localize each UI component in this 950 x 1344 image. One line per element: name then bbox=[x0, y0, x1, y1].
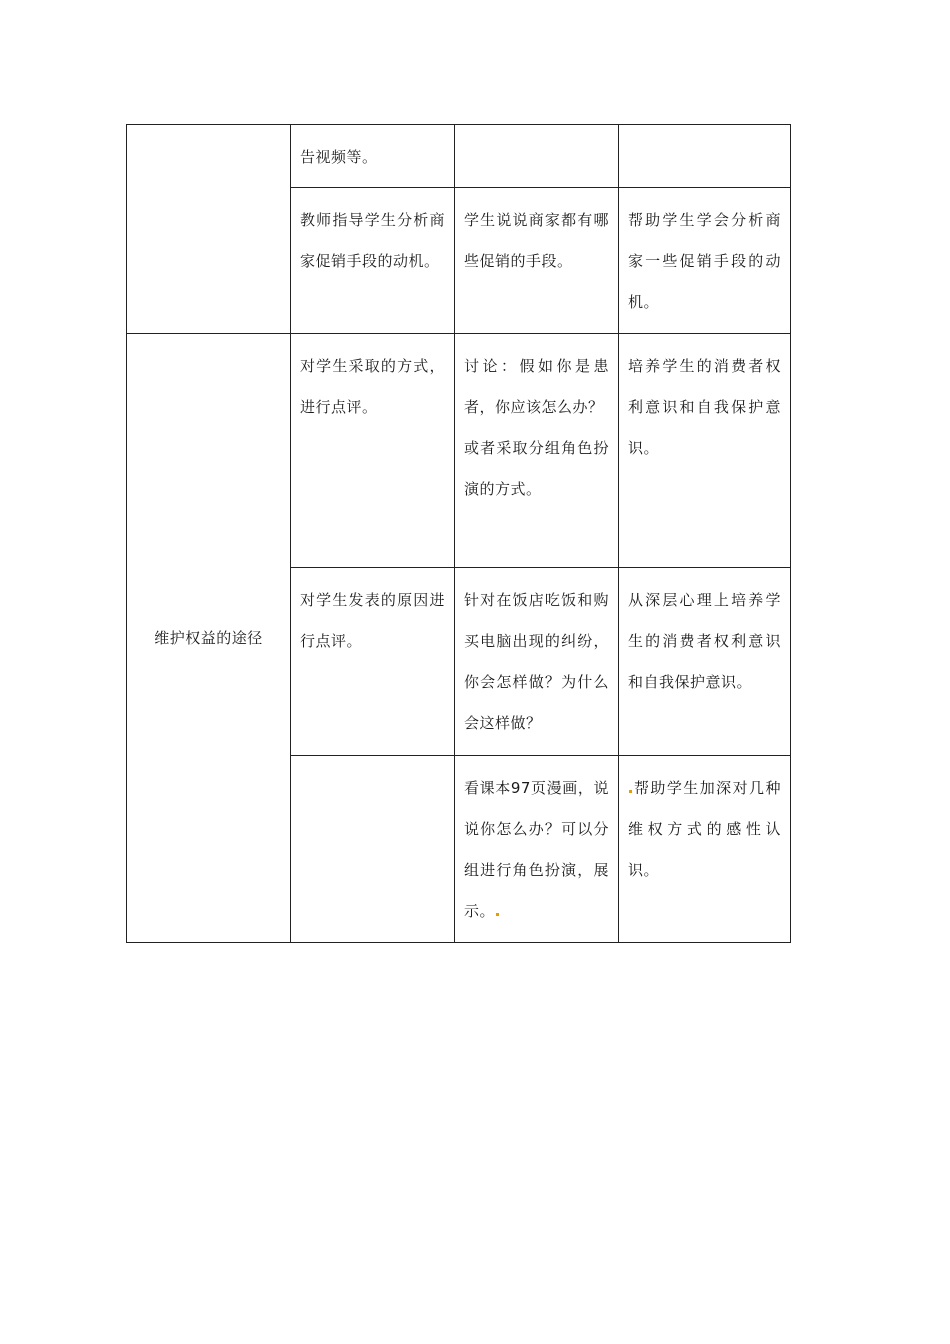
topic-text: 维护权益的途径 bbox=[154, 628, 263, 647]
design-purpose-cell bbox=[619, 188, 791, 334]
student-activity-text: 学生说说商家都有哪些促销的手段。 bbox=[464, 211, 609, 270]
teacher-activity-text: 对学生采取的方式，进行点评。 bbox=[300, 357, 445, 416]
student-activity-text: 或者采取分组角色扮演的方式。 bbox=[464, 439, 609, 498]
design-purpose-text: 帮助学生加深对几种维权方式的感性认识。 bbox=[628, 779, 781, 879]
teacher-activity-text: 告视频等。 bbox=[300, 148, 378, 166]
teacher-activity-text: 教师指导学生分析商家促销手段的动机。 bbox=[300, 211, 445, 270]
teacher-activity-cell bbox=[291, 188, 455, 334]
lesson-plan-table bbox=[126, 124, 791, 943]
topic-cell bbox=[127, 334, 291, 943]
teacher-activity-cell-empty bbox=[291, 756, 455, 943]
student-activity-cell bbox=[455, 756, 619, 943]
student-activity-cell bbox=[455, 568, 619, 756]
design-purpose-text: 帮助学生学会分析商家一些促销手段的动机。 bbox=[628, 211, 781, 311]
student-activity-cell bbox=[455, 125, 619, 188]
student-activity-text: 看课本97页漫画，说说你怎么办？可以分组进行角色扮演，展示。 bbox=[464, 779, 609, 920]
design-purpose-cell bbox=[619, 125, 791, 188]
teacher-activity-cell bbox=[291, 125, 455, 188]
marker-dot-icon bbox=[496, 913, 499, 916]
teacher-activity-cell bbox=[291, 334, 455, 568]
design-purpose-text: 培养学生的消费者权利意识和自我保护意识。 bbox=[628, 357, 781, 457]
design-purpose-cell bbox=[619, 334, 791, 568]
teacher-activity-cell bbox=[291, 568, 455, 756]
student-activity-text: 针对在饭店吃饭和购买电脑出现的纠纷，你会怎样做？为什么会这样做？ bbox=[464, 591, 609, 732]
student-activity-cell bbox=[455, 334, 619, 568]
student-activity-cell bbox=[455, 188, 619, 334]
design-purpose-text: 从深层心理上培养学生的消费者权利意识和自我保护意识。 bbox=[628, 591, 781, 691]
table-row bbox=[127, 125, 791, 188]
design-purpose-cell bbox=[619, 568, 791, 756]
teacher-activity-text: 对学生发表的原因进行点评。 bbox=[300, 591, 445, 650]
design-purpose-cell bbox=[619, 756, 791, 943]
marker-dot-icon bbox=[629, 790, 632, 793]
topic-cell-empty bbox=[127, 125, 291, 334]
student-activity-text: 讨论：假如你是患者，你应该怎么办？ bbox=[464, 357, 609, 416]
table-row bbox=[127, 334, 791, 568]
